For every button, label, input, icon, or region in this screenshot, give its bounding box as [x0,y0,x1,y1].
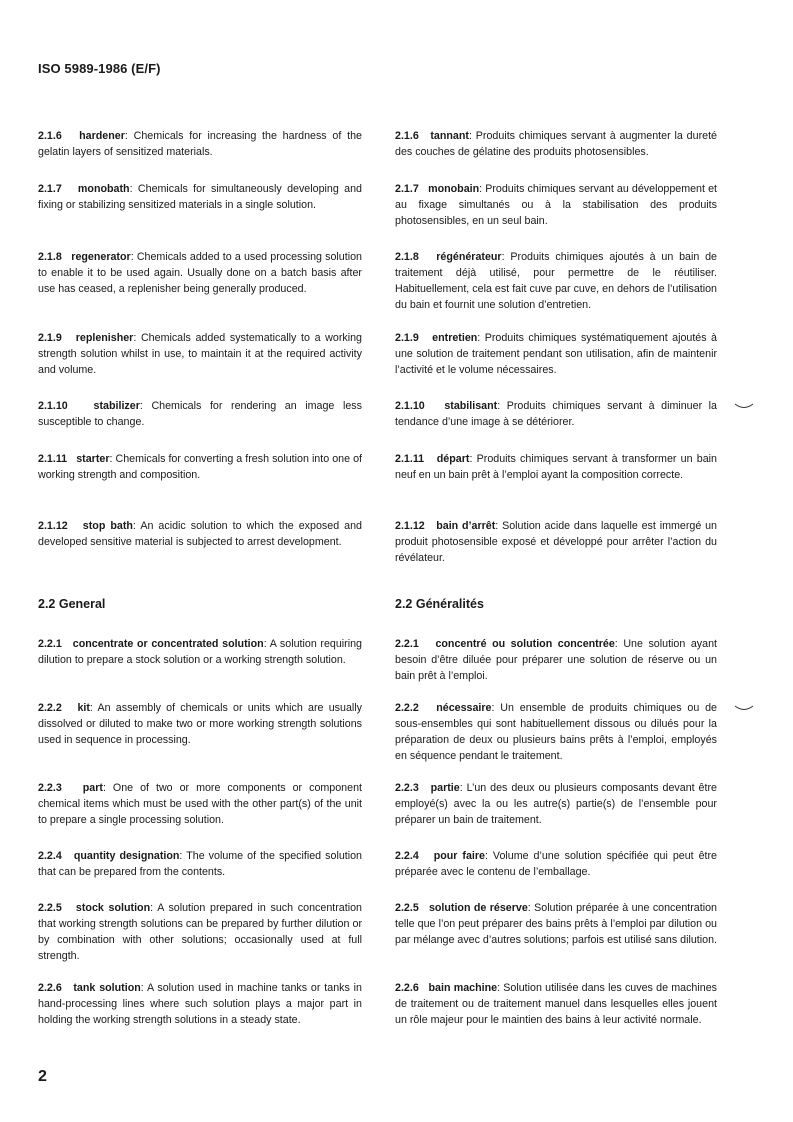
entry-term: tannant [430,130,469,142]
entry-definition: : The volume of the specified solution that can be prepared from the contents. [38,850,362,878]
section-heading-en: 2.2 General [38,597,106,611]
entry-en-2-1-9 [38,330,362,378]
entry-term: hardener [79,130,125,142]
entry-definition: : Chemicals added systematically to a working strength solution whilst in use, to maintain it at the required activity and volume. [38,332,362,376]
entry-term: bain machine [428,982,498,994]
entry-number: 2.1.9 [38,332,62,344]
entry-number: 2.1.12 [395,520,425,532]
entry-en-2-2-6 [38,980,362,1028]
entry-fr-2-1-8 [395,249,717,313]
entry-definition: : Produits chimiques servant à transformer un bain neuf en un bain prêt à l’emploi ayant la composition correcte. [395,453,717,481]
entry-term: bain d’arrêt [436,520,496,532]
entry-definition: : L’un des deux ou plusieurs composants devant être employé(s) avec la ou les autre(s) partie(s) de l’ensemble pour préparer un bain de traitement. [395,782,717,826]
entry-term: stop bath [82,520,133,532]
entry-number: 2.1.7 [395,183,419,195]
entry-en-2-1-10 [38,398,362,430]
entry-number: 2.1.6 [395,130,419,142]
entry-number: 2.2.2 [38,702,62,714]
entry-number: 2.1.12 [38,520,68,532]
entry-term: replenisher [75,332,134,344]
entry-fr-2-2-3 [395,780,717,828]
entry-definition: : Produits chimiques servant au développement et au fixage simultanés ou à la stabilisation des produits photosensibles, en un seul bain. [395,183,717,227]
entry-en-2-2-4 [38,848,362,880]
entry-en-2-1-7 [38,181,362,213]
entry-en-2-2-3 [38,780,362,828]
entry-number: 2.2.3 [395,782,419,794]
entry-term: nécessaire [436,702,492,714]
entry-definition: : Solution préparée à une concentration telle que l’on peut préparer des bains prêts à l’emploi par dilution ou par mélange avec d’autres solutions; parfois est utilisé sans dilution. [395,902,717,946]
entry-definition: : Produits chimiques systématiquement ajoutés à une solution de traitement pendant son utilisation, afin de maintenir l’activité et le volume nécessaires. [395,332,717,376]
entry-term: stabilisant [444,400,498,412]
entry-definition: : Chemicals for increasing the hardness of the gelatin layers of sensitized materials. [38,130,362,158]
entry-en-2-2-1 [38,636,362,668]
entry-term: regenerator [71,251,131,263]
entry-en-2-2-2 [38,700,362,748]
entry-term: départ [436,453,470,465]
entry-definition: : Produits chimiques servant à diminuer la tendance d’une image à se détériorer. [395,400,717,428]
document-header: ISO 5989-1986 (E/F) [38,61,161,76]
entry-fr-2-2-6 [395,980,717,1028]
page-number: 2 [38,1068,47,1085]
entry-number: 2.2.1 [395,638,419,650]
entry-term: partie [430,782,460,794]
entry-term: monobain [428,183,480,195]
entry-term: quantity designation [73,850,180,862]
entry-number: 2.1.8 [38,251,62,263]
entry-term: concentré ou solution concentrée [435,638,615,650]
entry-definition: : Solution acide dans laquelle est immergé un produit photosensible exposé et développé pour arrêter l’action du révélateur. [395,520,717,564]
entry-definition: : One of two or more components or component chemical items which must be used with the other part(s) of the unit to prepare a single processing solution. [38,782,362,826]
margin-change-mark [734,402,754,410]
entry-definition: : A solution used in machine tanks or tanks in hand-processing lines where such solution plays a major part in holding the working strength solutions in a steady state. [38,982,363,1026]
entry-definition: : Un ensemble de produits chimiques ou de sous-ensembles qui sont habituellement dissous ou dilués pour la préparation de deux ou plusieurs bains prêts à l’emploi, employés en séquence pendant le traitement. [395,702,717,762]
entry-definition: : Chemicals for converting a fresh solution into one of working strength and composition. [38,453,362,481]
entry-definition: : Produits chimiques ajoutés à un bain de traitement déjà utilisé, pour permettre de le réutiliser. Habituellement, cela est fait cuve par cuve, en dehors de l’utilisation du bain et fournit une solution d’entretien. [395,251,717,311]
entry-number: 2.2.6 [38,982,62,994]
entry-number: 2.1.8 [395,251,419,263]
entry-number: 2.2.5 [395,902,419,914]
entry-term: starter [76,453,110,465]
entry-term: régénérateur [436,251,502,263]
entry-definition: : Chemicals for rendering an image less susceptible to change. [38,400,362,428]
entry-number: 2.2.6 [395,982,419,994]
entry-number: 2.1.10 [395,400,425,412]
entry-en-2-1-6 [38,128,362,160]
entry-en-2-2-5 [38,900,362,964]
entry-number: 2.2.4 [38,850,62,862]
entry-number: 2.2.3 [38,782,62,794]
entry-number: 2.2.5 [38,902,62,914]
entry-en-2-1-8 [38,249,362,297]
entry-term: part [82,782,103,794]
entry-term: concentrate or concentrated solution [72,638,264,650]
entry-number: 2.1.10 [38,400,68,412]
entry-en-2-1-11 [38,451,362,483]
entry-term: stabilizer [93,400,140,412]
entry-term: stock solution [75,902,151,914]
entry-definition: : Volume d’une solution spécifiée qui peut être préparée avec le contenu de l’emballage. [395,850,717,878]
entry-number: 2.1.11 [395,453,425,465]
entry-number: 2.2.4 [395,850,419,862]
entry-term: entretien [432,332,478,344]
entry-fr-2-1-6 [395,128,717,160]
entry-term: tank solution [73,982,141,994]
entry-fr-2-1-11 [395,451,717,483]
entry-term: pour faire [433,850,485,862]
entry-en-2-1-12 [38,518,362,550]
entry-number: 2.2.2 [395,702,419,714]
entry-definition: : Chemicals added to a used processing solution to enable it to be used again. Usually done on a batch basis after use has ceased, a replenisher being generally produced. [38,251,362,295]
entry-term: kit [77,702,90,714]
entry-definition: : An assembly of chemicals or units which are usually dissolved or diluted to make two or more working strength solutions used in sequence in processing. [38,702,362,746]
entry-number: 2.1.6 [38,130,62,142]
entry-number: 2.1.9 [395,332,419,344]
entry-number: 2.1.11 [38,453,68,465]
entry-definition: : A solution prepared in such concentration that working strength solutions can be prepared by further dilution or by combination with other solutions; occasionally used at full strength. [38,902,362,962]
entry-fr-2-2-5 [395,900,717,948]
entry-fr-2-2-1 [395,636,717,684]
entry-fr-2-1-12 [395,518,717,566]
margin-change-mark [734,704,754,712]
entry-fr-2-2-2 [395,700,717,764]
entry-definition: : Solution utilisée dans les cuves de machines de traitement ou de traitement manuel dans lesquelles elles jouent un rôle majeur pour le maintien des bains à leur activité normale. [395,982,717,1026]
entry-fr-2-2-4 [395,848,717,880]
entry-fr-2-1-7 [395,181,717,229]
entry-definition: : A solution requiring dilution to prepare a stock solution or a working strength solution. [38,638,363,666]
entry-term: monobath [77,183,130,195]
entry-number: 2.2.1 [38,638,62,650]
entry-term: solution de réserve [428,902,528,914]
entry-definition: : Produits chimiques servant à augmenter la dureté des couches de gélatine des produits photosensibles. [395,130,717,158]
entry-fr-2-1-9 [395,330,717,378]
section-heading-fr: 2.2 Généralités [395,597,484,611]
entry-definition: : Une solution ayant besoin d’être diluée pour préparer une solution de réserve ou un bain prêt à l’emploi. [395,638,717,682]
entry-number: 2.1.7 [38,183,62,195]
entry-definition: : An acidic solution to which the exposed and developed sensitive material is subjected to arrest development. [38,520,362,548]
entry-fr-2-1-10 [395,398,717,430]
entry-definition: : Chemicals for simultaneously developing and fixing or stabilizing sensitized materials in a single solution. [38,183,362,211]
